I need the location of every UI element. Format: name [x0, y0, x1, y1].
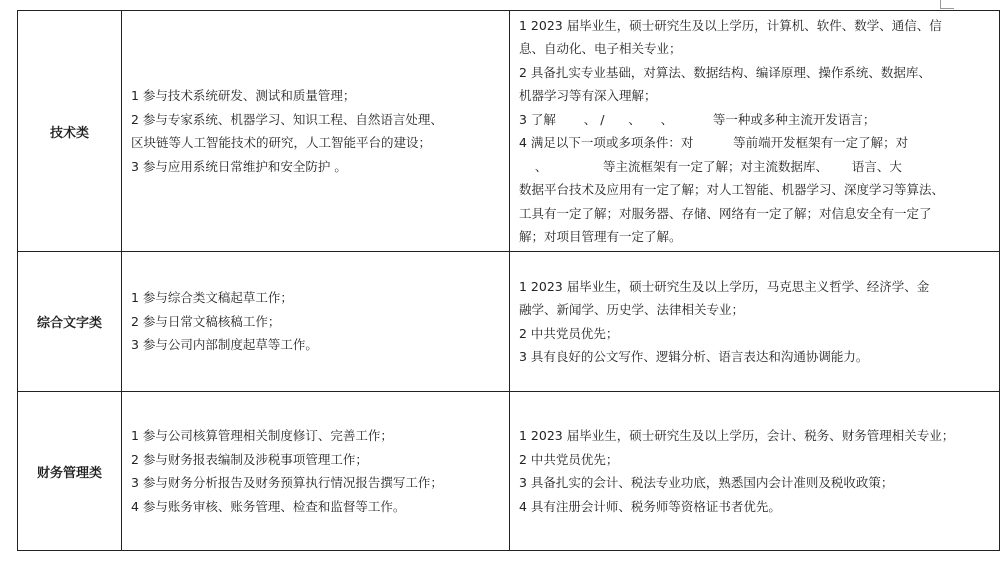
requirement-line: 1 2023 届毕业生，硕士研究生及以上学历，马克思主义哲学、经济学、金	[519, 278, 930, 294]
requirement-line: 3 具备扎实的会计、税法专业功底，熟悉国内会计准则及税收政策；	[519, 475, 894, 490]
duty-line: 4 参与账务审核、账务管理、检查和监督等工作。	[131, 498, 406, 514]
requirement-line: 4 具有注册会计师、税务师等资格证书者优先。	[519, 498, 781, 514]
requirement-line: 3 具有良好的公文写作、逻辑分析、语言表达和沟通协调能力。	[519, 349, 869, 364]
page-corner-mark	[940, 0, 941, 8]
requirement-line: 1 2023 届毕业生，硕士研究生及以上学历，计算机、软件、数学、通信、信	[519, 17, 942, 33]
duty-line: 2 参与专家系统、机器学习、知识工程、自然语言处理、	[131, 111, 443, 127]
duty-line: 3 参与财务分析报告及财务预算执行情况报告撰写工作；	[131, 475, 443, 490]
duties-cell	[122, 11, 510, 252]
duty-line: 1 参与综合类文稿起草工作；	[131, 290, 293, 306]
duty-line: 1 参与公司核算管理相关制度修订、完善工作；	[131, 428, 393, 443]
requirement-line: 工具有一定了解；对服务器、存储、网络有一定了解；对信息安全有一定了	[519, 205, 932, 221]
requirement-line: 2 中共党员优先；	[519, 325, 619, 341]
requirements-cell	[510, 252, 1000, 392]
requirement-line: 2 中共党员优先；	[519, 451, 619, 467]
requirement-line: 3 了解 、 / 、 、 等一种或多种主流开发语言；	[519, 111, 876, 127]
category-cell: 财务管理类	[18, 392, 122, 551]
requirement-line: 解；对项目管理有一定了解。	[519, 229, 682, 244]
duties-cell	[122, 252, 510, 392]
table-row	[18, 252, 1000, 392]
table-row	[18, 392, 1000, 551]
requirement-line: 、 等主流框架有一定了解；对主流数据库、 语言、大	[519, 158, 902, 174]
duty-line: 1 参与技术系统研发、测试和质量管理；	[131, 88, 356, 103]
requirement-line: 2 具备扎实专业基础，对算法、数据结构、编译原理、操作系统、数据库、	[519, 64, 931, 80]
requirements-cell	[510, 392, 1000, 551]
requirement-line: 融学、新闻学、历史学、法律相关专业；	[519, 302, 745, 317]
job-requirements-table	[17, 10, 1000, 551]
duty-line: 区块链等人工智能技术的研究，人工智能平台的建设；	[131, 135, 432, 150]
duty-line: 2 参与日常文稿核稿工作；	[131, 313, 281, 329]
table-row	[18, 11, 1000, 252]
requirement-line: 4 满足以下一项或多项条件：对 等前端开发框架有一定了解；对	[519, 135, 909, 150]
category-cell: 技术类	[18, 11, 122, 252]
page-corner-mark	[940, 8, 954, 9]
requirement-line: 机器学习等有深入理解；	[519, 88, 657, 103]
requirements-cell	[510, 11, 1000, 252]
requirement-line: 息、自动化、电子相关专业；	[519, 41, 682, 56]
requirement-line: 数据平台技术及应用有一定了解；对人工智能、机器学习、深度学习等算法、	[519, 182, 945, 197]
requirement-line: 1 2023 届毕业生，硕士研究生及以上学历，会计、税务、财务管理相关专业；	[519, 428, 955, 443]
duties-cell	[122, 392, 510, 551]
duty-line: 3 参与公司内部制度起草等工作。	[131, 337, 318, 353]
duty-line: 3 参与应用系统日常维护和安全防护 。	[131, 158, 347, 174]
category-cell: 综合文字类	[18, 252, 122, 392]
duty-line: 2 参与财务报表编制及涉税事项管理工作；	[131, 451, 368, 467]
